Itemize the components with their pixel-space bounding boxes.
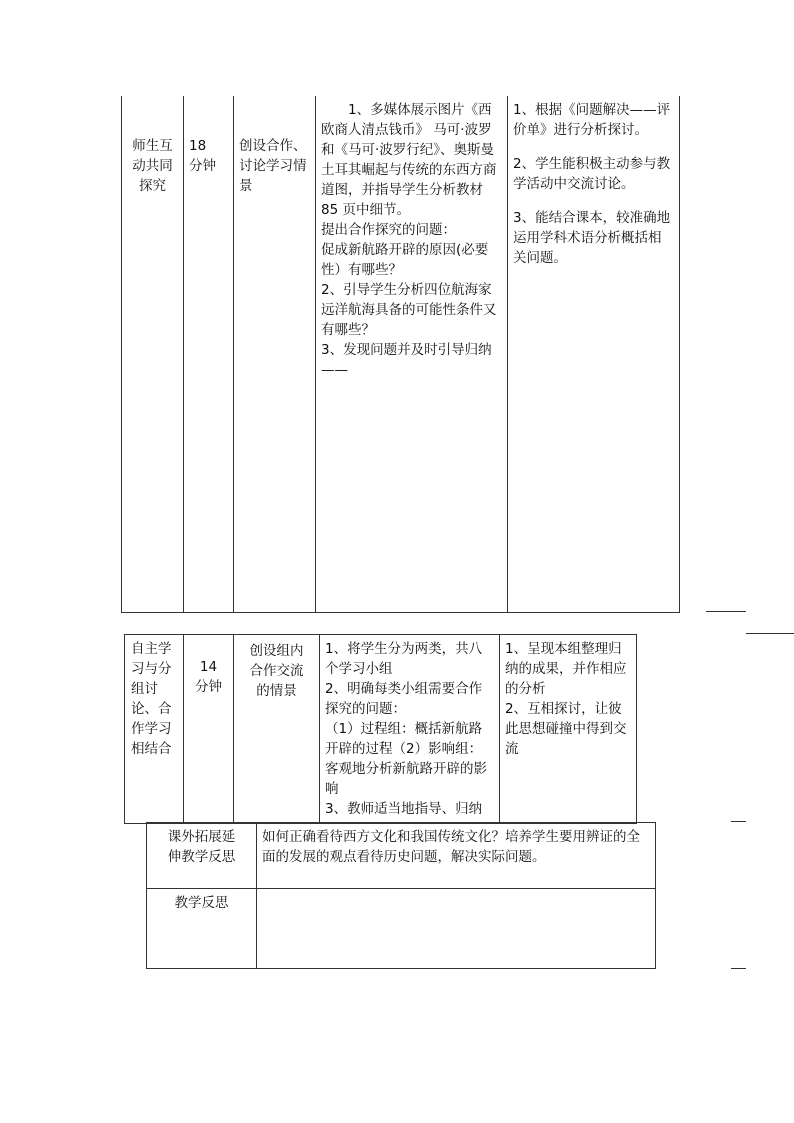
stage-text: 师生互动共同探究 [132, 138, 173, 194]
scene-text: 创设组内合作交流的情景 [249, 643, 304, 699]
teacher-activity-cell [320, 635, 500, 824]
margin-rule [731, 821, 746, 822]
student-activity-cell [500, 635, 637, 824]
time-unit: 分钟 [189, 158, 216, 174]
time-number: 14 [199, 659, 218, 675]
margin-rule [746, 633, 794, 634]
student-activity-line: 1、根据《问题解决——评价单》进行分析探讨。 [513, 102, 671, 138]
teacher-activity-line: 1、多媒体展示图片《西欧商人清点钱币》 马可·波罗和《马可·波罗行纪》、奥斯曼土耳其崛起与传统的东西方商道图，并指导学生分析教材 85 页中细节。 [321, 102, 497, 218]
teacher-activity-line: 2、明确每类小组需要合作探究的问题： [325, 681, 483, 717]
time-cell [184, 635, 234, 824]
teaching-process-table-1 [121, 96, 680, 613]
teacher-activity-line: 促成新航路开辟的原因(必要性）有哪些？ [321, 242, 489, 278]
reflection-content [257, 889, 655, 897]
student-activity-line: 1、呈现本组整理归纳的成果，并作相应的分析 [505, 641, 627, 697]
stage-cell [122, 96, 184, 612]
student-activity-line: 3、能结合课本，较准确地运用学科术语分析概括相关问题。 [513, 210, 671, 266]
extension-content-cell [257, 823, 656, 889]
student-activity-cell [508, 96, 680, 612]
stage-text: 自主学习与分组讨论、合作学习相结合 [131, 641, 172, 757]
reflection-content-cell [257, 889, 656, 969]
teacher-activity-line: 2、引导学生分析四位航海家远洋航海具备的可能性条件又有哪些？ [321, 282, 497, 338]
scene-cell [234, 96, 316, 612]
teacher-activity-line: （1）过程组：概括新航路开辟的过程（2）影响组：客观地分析新航路开辟的影响 [325, 721, 487, 797]
extension-label: 课外拓展延伸教学反思 [167, 829, 236, 865]
scene-text: 创设合作、讨论学习情景 [239, 138, 307, 194]
student-activity-line: 2、学生能积极主动参与教学活动中交流讨论。 [513, 156, 671, 192]
extension-content: 如何正确看待西方文化和我国传统文化？培养学生要用辨证的全面的发展的观点看待历史问题，解决实际问题。 [262, 829, 640, 865]
scene-cell [234, 635, 320, 824]
reflection-label-cell [147, 889, 257, 969]
reflection-table [146, 822, 656, 969]
teacher-activity-line: 3、教师适当地指导、归纳 [325, 801, 483, 817]
time-number: 18 [189, 138, 207, 154]
student-activity-line: 2、互相探讨，让彼此思想碰撞中得到交流 [505, 701, 627, 757]
teacher-activity-line: 1、将学生分为两类，共八个学习小组 [325, 641, 483, 677]
teacher-activity-line: 3、发现问题并及时引导归纳—— [321, 342, 492, 378]
margin-rule [706, 611, 746, 612]
reflection-label: 教学反思 [174, 895, 229, 911]
time-cell [184, 96, 234, 612]
teacher-activity-cell [316, 96, 508, 612]
teacher-activity-line: 提出合作探究的问题： [321, 222, 456, 238]
time-unit: 分钟 [195, 679, 222, 695]
teaching-process-table-2 [124, 634, 637, 824]
extension-label-cell [147, 823, 257, 889]
margin-rule [731, 968, 746, 969]
stage-cell [125, 635, 184, 824]
